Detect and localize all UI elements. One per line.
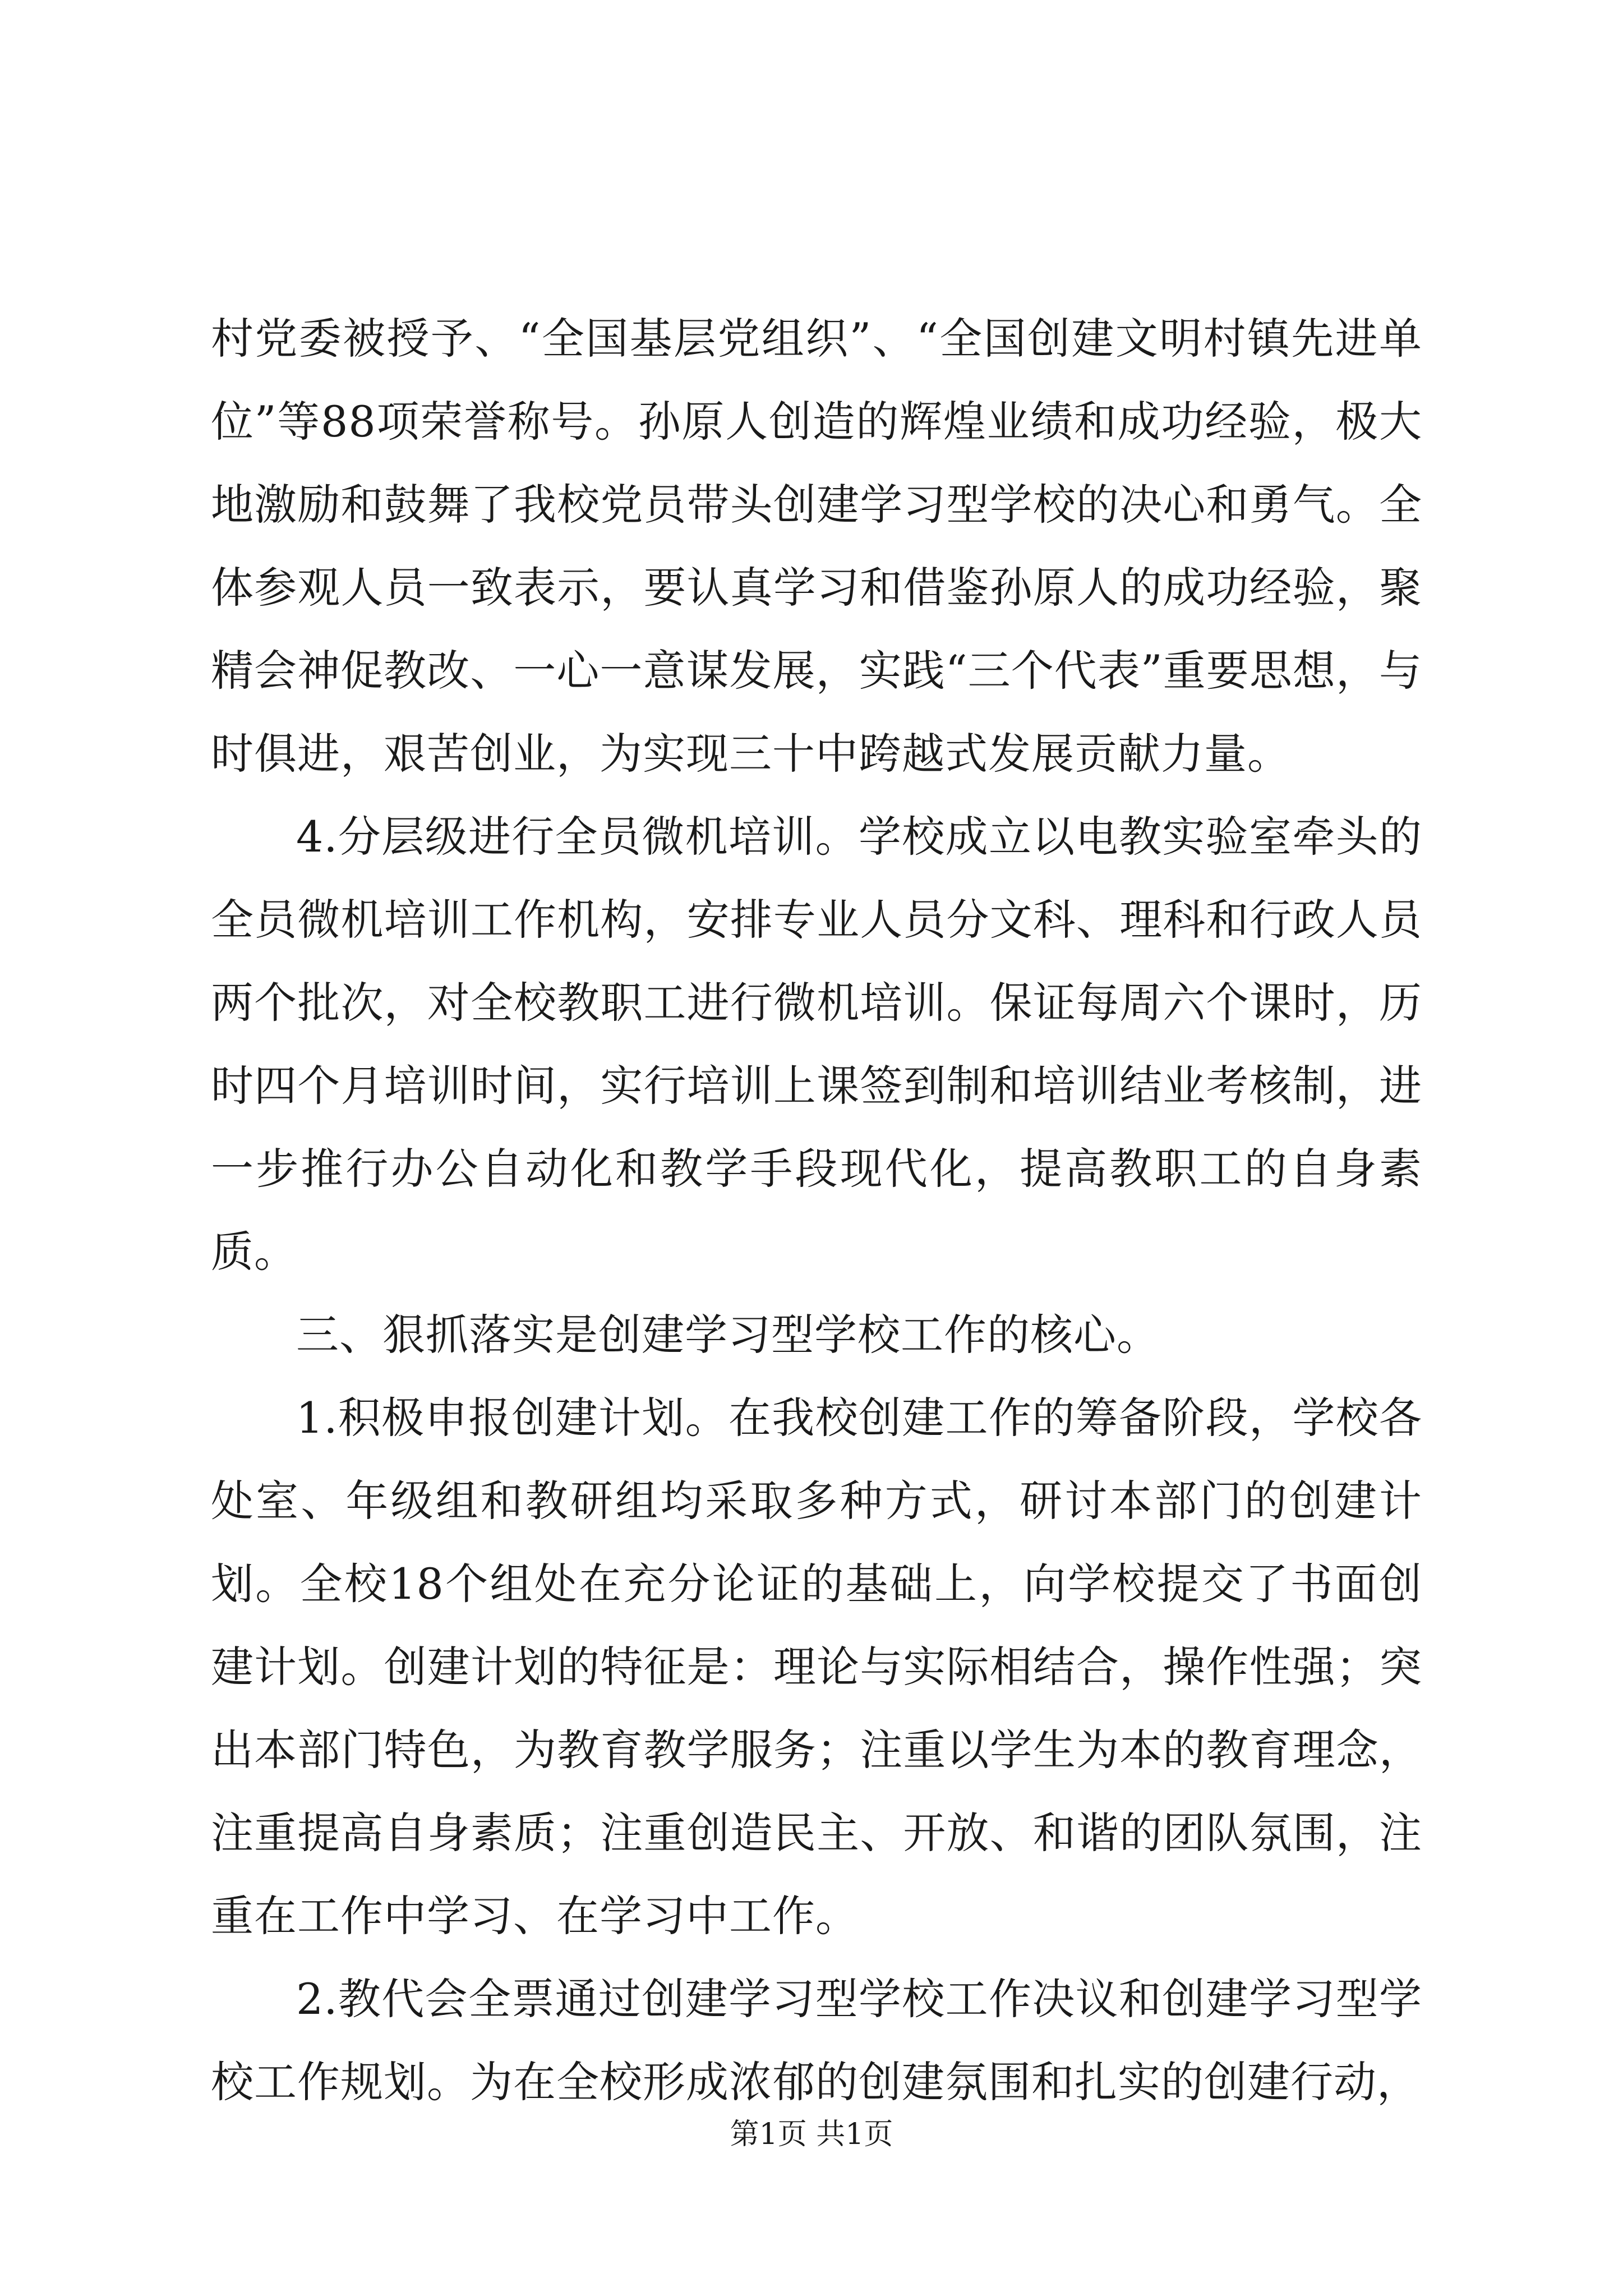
page-number-footer: 第1页 共1页 xyxy=(730,2118,893,2151)
paragraph-continuation: 村党委被授予、“全国基层党组织”、“全国创建文明村镇先进单位”等88项荣誉称号。孙原人创造的辉煌业绩和成功经验，极大地激励和鼓舞了我校党员带头创建学习型学校的决心和勇气。全体参观人员一致表示，要认真学习和借鉴孙原人的成功经验，聚精会神促教改、一心一意谋发展，实践“三个代表”重要思想，与时俱进，艰苦创业，为实现三十中跨越式发展贡献力量。 xyxy=(211,314,1422,779)
paragraph-staff-congress-resolution: 2.教代会全票通过创建学习型学校工作决议和创建学习型学校工作规划。为在全校形成浓郁的创建氛围和扎实的创建行动， xyxy=(211,1974,1422,2107)
paragraph-microcomputer-training: 4.分层级进行全员微机培训。学校成立以电教实验室牵头的全员微机培训工作机构，安排专业人员分文科、理科和行政人员两个批次，对全校教职工进行微机培训。保证每周六个课时，历时四个月培训时间，实行培训上课签到制和培训结业考核制，进一步推行办公自动化和教学手段现代化，提高教职工的自身素质。 xyxy=(211,812,1422,1277)
document-body xyxy=(211,297,1422,2124)
section-heading-implementation: 三、狠抓落实是创建学习型学校工作的核心。 xyxy=(296,1310,1160,1360)
paragraph-creation-plan: 1.积极申报创建计划。在我校创建工作的筹备阶段，学校各处室、年级组和教研组均采取多种方式，研讨本部门的创建计划。全校18个组处在充分论证的基础上，向学校提交了书面创建计划。创建计划的特征是：理论与实际相结合，操作性强；突出本部门特色，为教育教学服务；注重以学生为本的教育理念，注重提高自身素质；注重创造民主、开放、和谐的团队氛围，注重在工作中学习、在学习中工作。 xyxy=(211,1393,1422,1941)
